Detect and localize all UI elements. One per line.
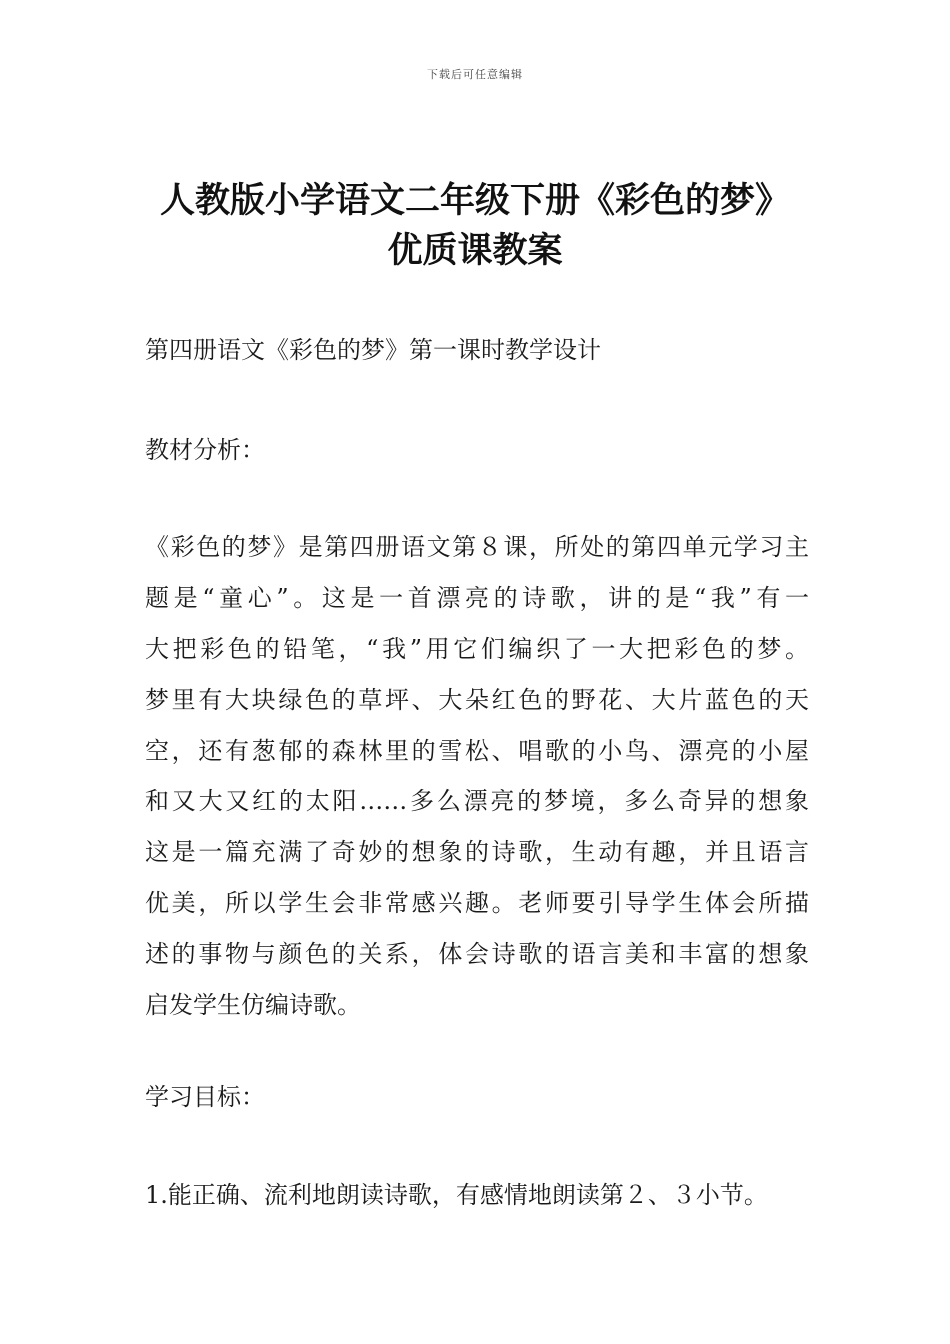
paragraph-line: 《彩色的梦》是第四册语文第８课，所处的第四单元学习主 xyxy=(145,533,809,561)
paragraph-line: 空，还有葱郁的森林里的雪松、唱歌的小鸟、漂亮的小屋 xyxy=(145,736,809,765)
document-title xyxy=(60,176,890,276)
analysis-heading: 教材分析： xyxy=(145,436,265,464)
document-title-line-2: 优质课教案 xyxy=(387,231,563,271)
paragraph-line: 启发学生仿编诗歌。 xyxy=(145,991,361,1020)
goal-item-1: 1.能正确、流利地朗读诗歌，有感情地朗读第２、３小节。 xyxy=(145,1181,768,1209)
paragraph-line: 梦里有大块绿色的草坪、大朵红色的野花、大片蓝色的天 xyxy=(145,685,809,714)
analysis-paragraph xyxy=(145,532,809,1041)
goals-heading: 学习目标： xyxy=(145,1083,265,1111)
paragraph-line: 这是一篇充满了奇妙的想象的诗歌，生动有趣，并且语言 xyxy=(145,838,809,867)
paragraph-line: 大把彩色的铅笔，“我”用它们编织了一大把彩色的梦。 xyxy=(145,634,809,663)
document-title-line-1: 人教版小学语文二年级下册《彩色的梦》 xyxy=(159,181,790,221)
lesson-subtitle: 第四册语文《彩色的梦》第一课时教学设计 xyxy=(145,336,601,364)
paragraph-line: 和又大又红的太阳……多么漂亮的梦境，多么奇异的想象 xyxy=(145,787,809,816)
paragraph-line: 题是“童心”。这是一首漂亮的诗歌，讲的是“我”有一 xyxy=(145,583,809,612)
header-note: 下载后可任意编辑 xyxy=(427,68,523,81)
paragraph-line: 述的事物与颜色的关系，体会诗歌的语言美和丰富的想象 xyxy=(145,940,809,969)
paragraph-line: 优美，所以学生会非常感兴趣。老师要引导学生体会所描 xyxy=(145,889,809,918)
